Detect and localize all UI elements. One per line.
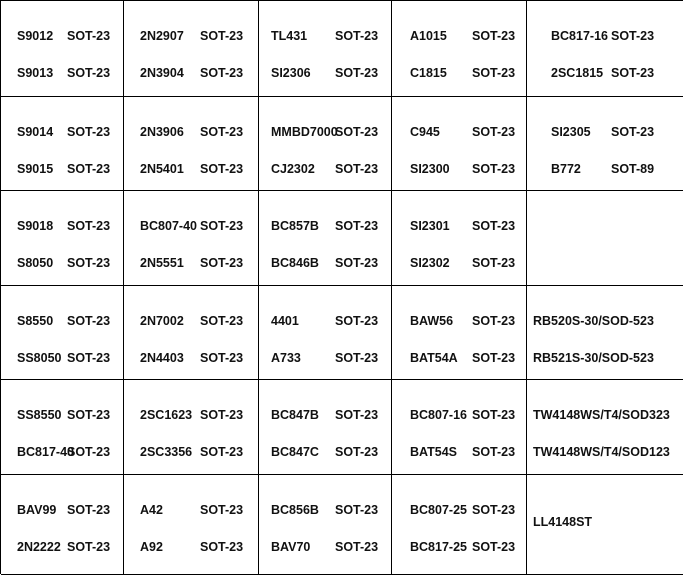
part-number: BC847B xyxy=(271,408,319,422)
table-cell xyxy=(1,475,124,575)
package-type: SOT-23 xyxy=(200,256,244,270)
part-number: SS8550 xyxy=(17,408,62,422)
package-type: SOT-23 xyxy=(472,219,516,233)
table-cell xyxy=(527,286,683,380)
table-cell xyxy=(259,97,392,191)
part-number: SS8050 xyxy=(17,351,62,365)
package-type: SOT-23 xyxy=(472,314,516,328)
part-number: B772 xyxy=(551,162,581,176)
table-cell xyxy=(1,97,124,191)
table-cell xyxy=(392,380,527,475)
package-type: SOT-23 xyxy=(67,314,111,328)
part-number: 2SC1815 xyxy=(551,66,604,80)
part-number: 2SC1623 xyxy=(140,408,193,422)
table-cell xyxy=(1,191,124,286)
table-cell xyxy=(392,191,527,286)
part-number: BC807-16 xyxy=(410,408,467,422)
table-cell xyxy=(527,1,683,97)
table-cell xyxy=(259,286,392,380)
package-type: SOT-23 xyxy=(67,256,111,270)
package-type: SOT-23 xyxy=(472,29,516,43)
part-number: C945 xyxy=(410,125,440,139)
part-number: BAV99 xyxy=(17,503,57,517)
table-cell xyxy=(527,97,683,191)
part-with-package: TW4148WS/T4/SOD123 xyxy=(533,445,670,459)
part-number: BC807-25 xyxy=(410,503,467,517)
part-number: TL431 xyxy=(271,29,308,43)
part-with-package: RB520S-30/SOD-523 xyxy=(533,314,654,328)
package-type: SOT-23 xyxy=(472,445,516,459)
part-number: 2N7002 xyxy=(140,314,184,328)
package-type: SOT-23 xyxy=(67,66,111,80)
part-number: 4401 xyxy=(271,314,299,328)
part-number: S9013 xyxy=(17,66,54,80)
package-type: SOT-23 xyxy=(67,540,111,554)
package-type: SOT-23 xyxy=(335,314,379,328)
package-type: SOT-23 xyxy=(200,408,244,422)
package-type: SOT-23 xyxy=(611,66,655,80)
package-type: SOT-23 xyxy=(335,540,379,554)
table-cell xyxy=(1,286,124,380)
part-number: S9014 xyxy=(17,125,54,139)
package-type: SOT-23 xyxy=(472,540,516,554)
package-type: SOT-23 xyxy=(335,125,379,139)
part-number: BAT54A xyxy=(410,351,458,365)
table-cell xyxy=(527,475,683,575)
part-number: SI2301 xyxy=(410,219,450,233)
package-type: SOT-23 xyxy=(472,351,516,365)
package-type: SOT-23 xyxy=(335,408,379,422)
table-cell xyxy=(124,191,259,286)
package-type: SOT-23 xyxy=(200,66,244,80)
package-type: SOT-23 xyxy=(67,408,111,422)
part-number: SI2306 xyxy=(271,66,311,80)
part-number: BAT54S xyxy=(410,445,458,459)
package-type: SOT-23 xyxy=(67,351,111,365)
package-type: SOT-23 xyxy=(611,29,655,43)
part-number: BC847C xyxy=(271,445,319,459)
package-type: SOT-23 xyxy=(200,503,244,517)
table-cell xyxy=(124,286,259,380)
table-cell xyxy=(124,1,259,97)
part-number: SI2302 xyxy=(410,256,450,270)
part-number: 2N4403 xyxy=(140,351,184,365)
table-cell xyxy=(392,1,527,97)
package-type: SOT-23 xyxy=(472,408,516,422)
part-number: CJ2302 xyxy=(271,162,315,176)
package-type: SOT-23 xyxy=(200,162,244,176)
package-type: SOT-23 xyxy=(67,503,111,517)
table-cell xyxy=(124,97,259,191)
part-number: A42 xyxy=(140,503,163,517)
table-cell xyxy=(259,475,392,575)
package-type: SOT-23 xyxy=(200,540,244,554)
package-type: SOT-23 xyxy=(200,445,244,459)
package-type: SOT-23 xyxy=(335,445,379,459)
table-cell xyxy=(259,380,392,475)
part-number: BAW56 xyxy=(410,314,454,328)
package-type: SOT-23 xyxy=(200,314,244,328)
part-number: BC857B xyxy=(271,219,319,233)
package-type: SOT-23 xyxy=(335,66,379,80)
part-number: BC817-16 xyxy=(551,29,608,43)
part-number: MMBD7000 xyxy=(271,125,338,139)
part-number: S9015 xyxy=(17,162,54,176)
part-number: A1015 xyxy=(410,29,447,43)
part-number: SI2300 xyxy=(410,162,450,176)
table-cell xyxy=(1,1,124,97)
package-type: SOT-23 xyxy=(67,445,111,459)
package-type: SOT-23 xyxy=(335,219,379,233)
part-with-package: LL4148ST xyxy=(533,515,593,529)
table-cell xyxy=(1,380,124,475)
part-number: 2N5551 xyxy=(140,256,184,270)
package-type: SOT-23 xyxy=(335,29,379,43)
part-number: 2SC3356 xyxy=(140,445,193,459)
package-type: SOT-23 xyxy=(472,66,516,80)
package-type: SOT-23 xyxy=(67,162,111,176)
part-number: A92 xyxy=(140,540,163,554)
package-type: SOT-23 xyxy=(611,125,655,139)
part-number: S9012 xyxy=(17,29,54,43)
package-type: SOT-23 xyxy=(472,256,516,270)
part-number: A733 xyxy=(271,351,301,365)
part-number: 2N3906 xyxy=(140,125,184,139)
package-type: SOT-23 xyxy=(335,351,379,365)
table-cell xyxy=(259,191,392,286)
part-number: S8050 xyxy=(17,256,54,270)
package-type: SOT-23 xyxy=(472,503,516,517)
package-type: SOT-23 xyxy=(335,256,379,270)
table-cell xyxy=(527,191,683,286)
package-type: SOT-23 xyxy=(67,125,111,139)
part-number: BC807-40 xyxy=(140,219,197,233)
part-number: 2N5401 xyxy=(140,162,184,176)
table-cell xyxy=(392,97,527,191)
table-cell xyxy=(392,286,527,380)
part-number: BC856B xyxy=(271,503,319,517)
part-number: BC846B xyxy=(271,256,319,270)
package-type: SOT-23 xyxy=(200,29,244,43)
table-cell xyxy=(259,1,392,97)
part-number: S8550 xyxy=(17,314,54,328)
part-number: BC817-25 xyxy=(410,540,467,554)
package-type: SOT-89 xyxy=(611,162,655,176)
part-number: BAV70 xyxy=(271,540,311,554)
table-cell xyxy=(124,475,259,575)
package-type: SOT-23 xyxy=(200,125,244,139)
package-type: SOT-23 xyxy=(67,219,111,233)
part-number: BC817-40 xyxy=(17,445,74,459)
package-type: SOT-23 xyxy=(472,125,516,139)
part-number: SI2305 xyxy=(551,125,591,139)
part-with-package: RB521S-30/SOD-523 xyxy=(533,351,654,365)
package-type: SOT-23 xyxy=(472,162,516,176)
package-type: SOT-23 xyxy=(335,503,379,517)
package-type: SOT-23 xyxy=(200,219,244,233)
table-cell xyxy=(124,380,259,475)
table-cell xyxy=(527,380,683,475)
package-type: SOT-23 xyxy=(200,351,244,365)
part-number: S9018 xyxy=(17,219,54,233)
part-number: C1815 xyxy=(410,66,447,80)
table-cell xyxy=(392,475,527,575)
package-type: SOT-23 xyxy=(335,162,379,176)
package-type: SOT-23 xyxy=(67,29,111,43)
part-with-package: TW4148WS/T4/SOD323 xyxy=(533,408,670,422)
part-number: 2N2222 xyxy=(17,540,61,554)
part-number: 2N2907 xyxy=(140,29,184,43)
part-number: 2N3904 xyxy=(140,66,184,80)
